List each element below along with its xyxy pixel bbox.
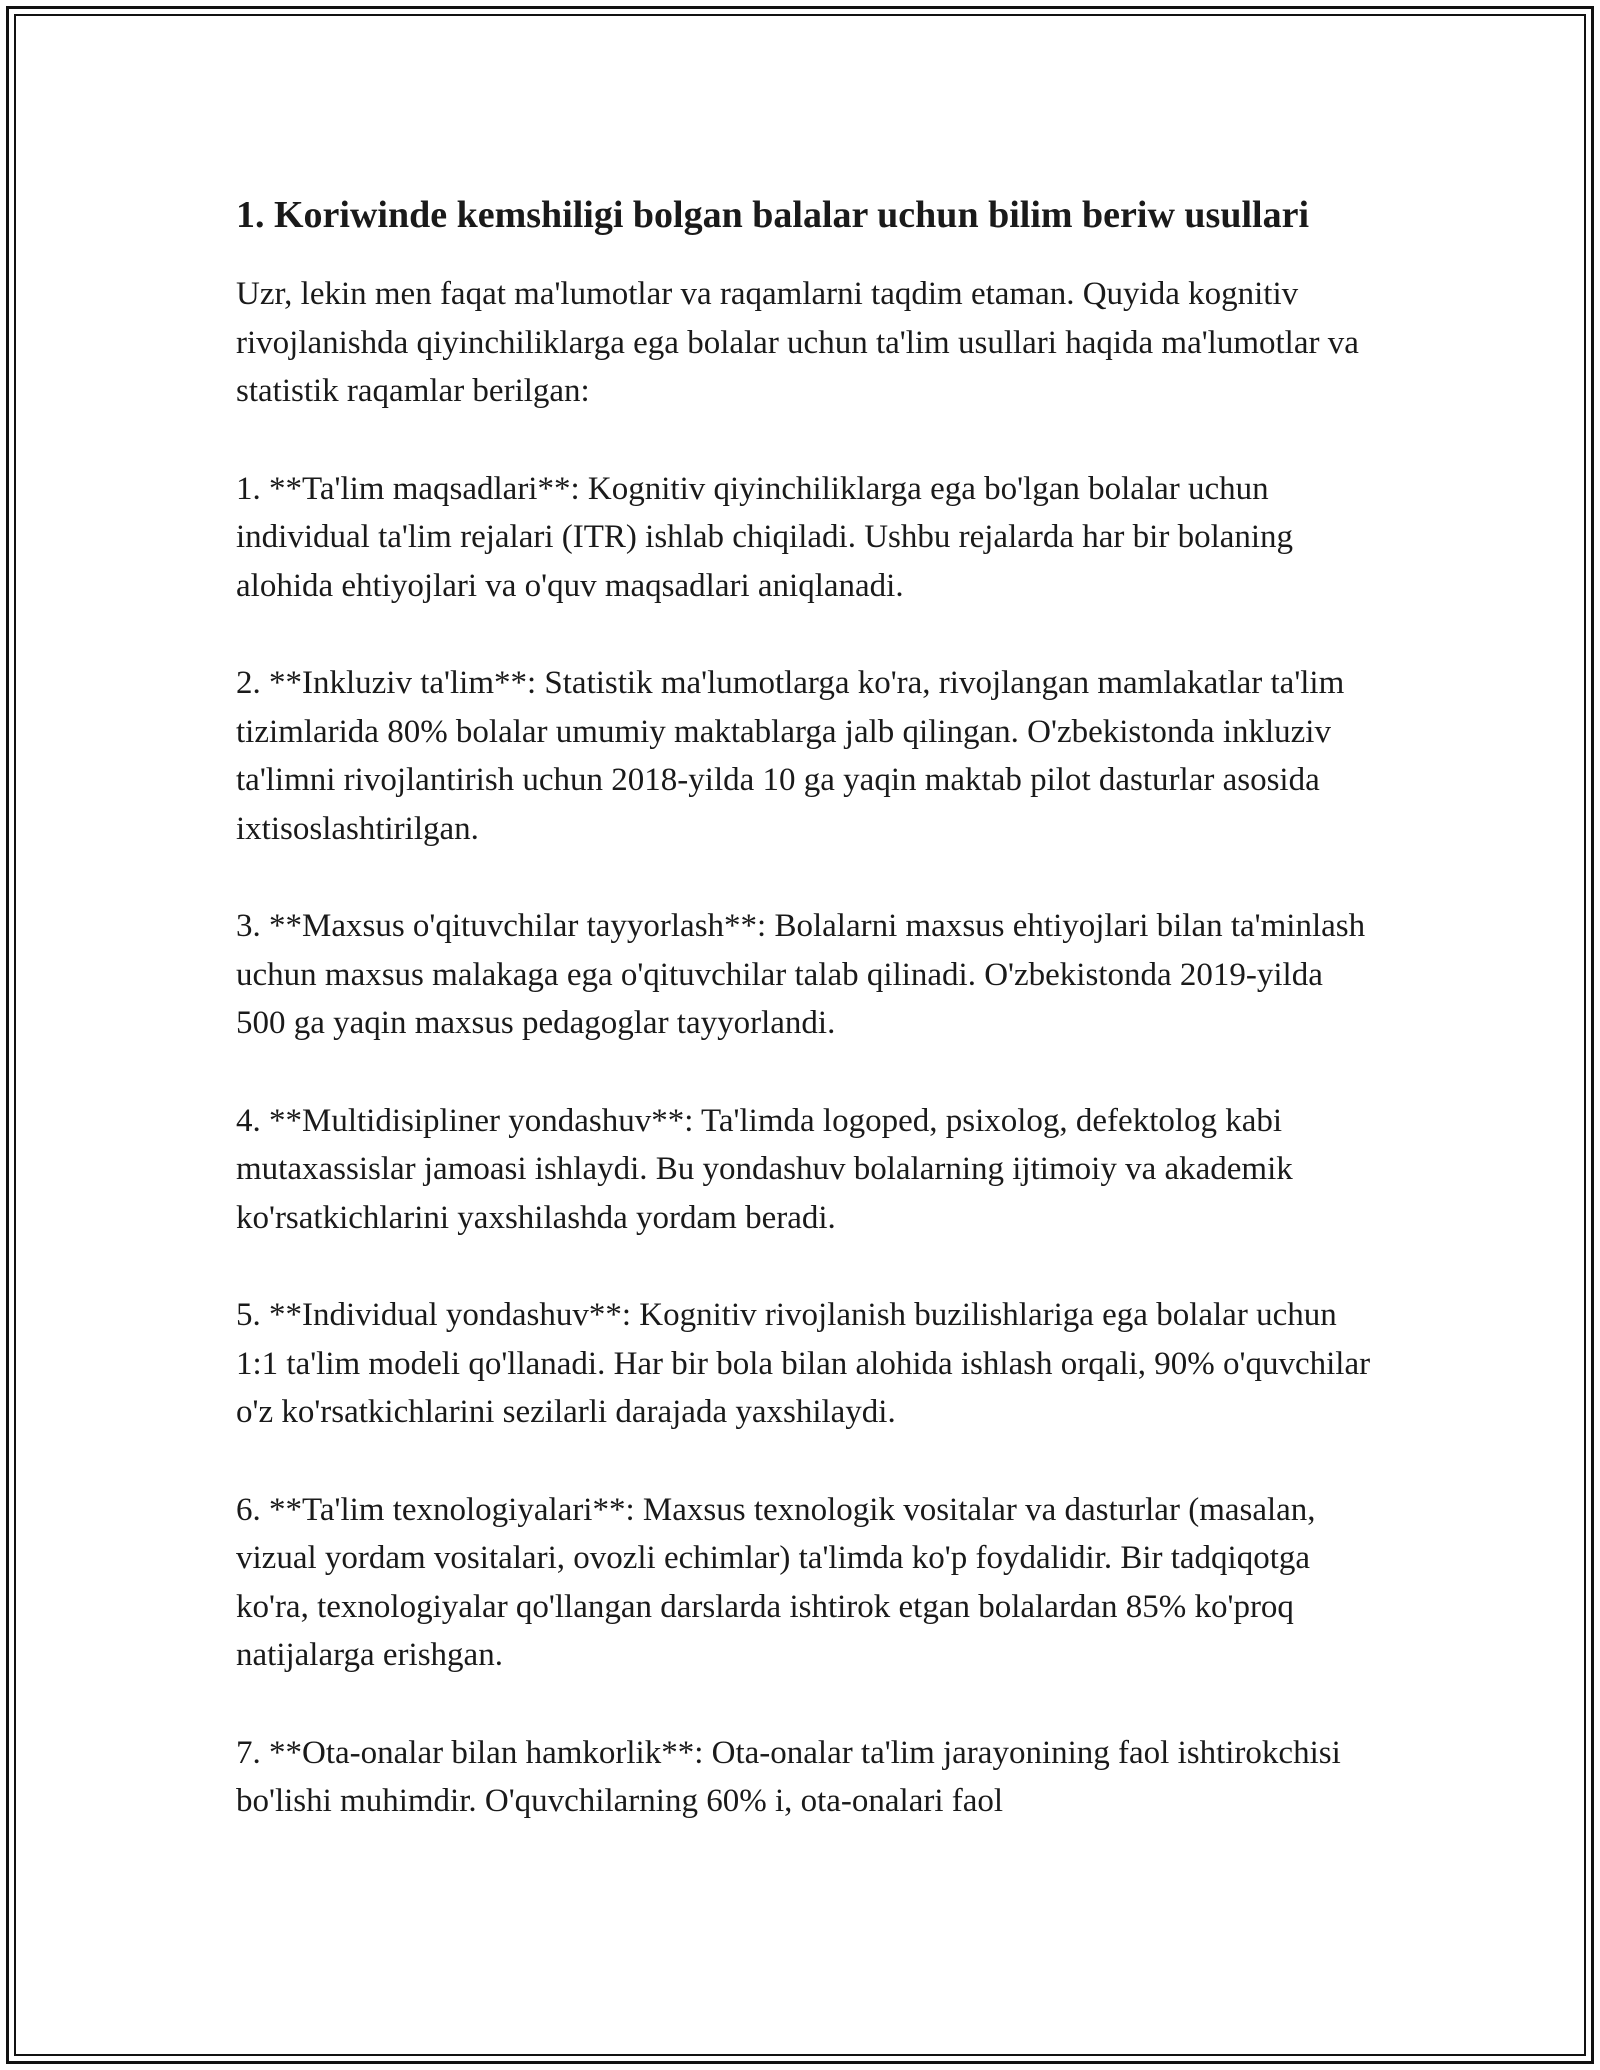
intro-paragraph: Uzr, lekin men faqat ma'lumotlar va raqamlarni taqdim etaman. Quyida kognitiv rivojlanishda qiyinchiliklarga ega bolalar uchun ta'lim usullari haqida ma'lumotlar va statistik raqamlar berilgan:	[236, 276, 1359, 409]
list-item-3: 3. **Maxsus o'qituvchilar tayyorlash**: Bolalarni maxsus ehtiyojlari bilan ta'minlash uchun maxsus malakaga ega o'qituvchilar talab qilinadi. O'zbekistonda 2019-yilda 500 ga yaqin maxsus pedagoglar tayyorlandi.	[236, 908, 1366, 1041]
list-item-7: 7. **Ota-onalar bilan hamkorlik**: Ota-onalar ta'lim jarayonining faol ishtirokchisi bo'lishi muhimdir. O'quvchilarning 60% i, ota-onalari faol	[236, 1734, 1341, 1819]
list-item-6: 6. **Ta'lim texnologiyalari**: Maxsus texnologik vositalar va dasturlar (masalan, vizual yordam vositalari, ovozli echimlar) ta'limda ko'p foydalidir. Bir tadqiqotga ko'ra, texnologiyalar qo'llangan darslarda ishtirok etgan bolalardan 85% ko'proq natijalarga erishgan.	[236, 1491, 1316, 1673]
document-body	[236, 188, 1376, 1875]
document-title: 1. Koriwinde kemshiligi bolgan balalar uchun bilim beriw usullari	[236, 194, 1309, 236]
list-item-4: 4. **Multidisipliner yondashuv**: Ta'limda logoped, psixolog, defektolog kabi mutaxassislar jamoasi ishlaydi. Bu yondashuv bolalarning ijtimoiy va akademik ko'rsatkichlarini yaxshilashda yordam beradi.	[236, 1102, 1293, 1236]
list-item-5: 5. **Individual yondashuv**: Kognitiv rivojlanish buzilishlariga ega bolalar uchun 1:1 ta'lim modeli qo'llanadi. Har bir bola bilan alohida ishlash orqali, 90% o'quvchilar o'z ko'rsatkichlarini sezilarli darajada yaxshilaydi.	[236, 1297, 1371, 1430]
list-item-1: 1. **Ta'lim maqsadlari**: Kognitiv qiyinchiliklarga ega bo'lgan bolalar uchun individual ta'lim rejalari (ITR) ishlab chiqiladi. Ushbu rejalarda har bir bolaning alohida ehtiyojlari va o'quv maqsadlari aniqlanadi.	[236, 470, 1294, 604]
list-item-2: 2. **Inkluziv ta'lim**: Statistik ma'lumotlarga ko'ra, rivojlangan mamlakatlar ta'lim tizimlarida 80% bolalar umumiy maktablarga jalb qilingan. O'zbekistonda inkluziv ta'limni rivojlantirish uchun 2018-yilda 10 ga yaqin maktab pilot dasturlar asosida ixtisoslashtirilgan.	[236, 665, 1345, 847]
